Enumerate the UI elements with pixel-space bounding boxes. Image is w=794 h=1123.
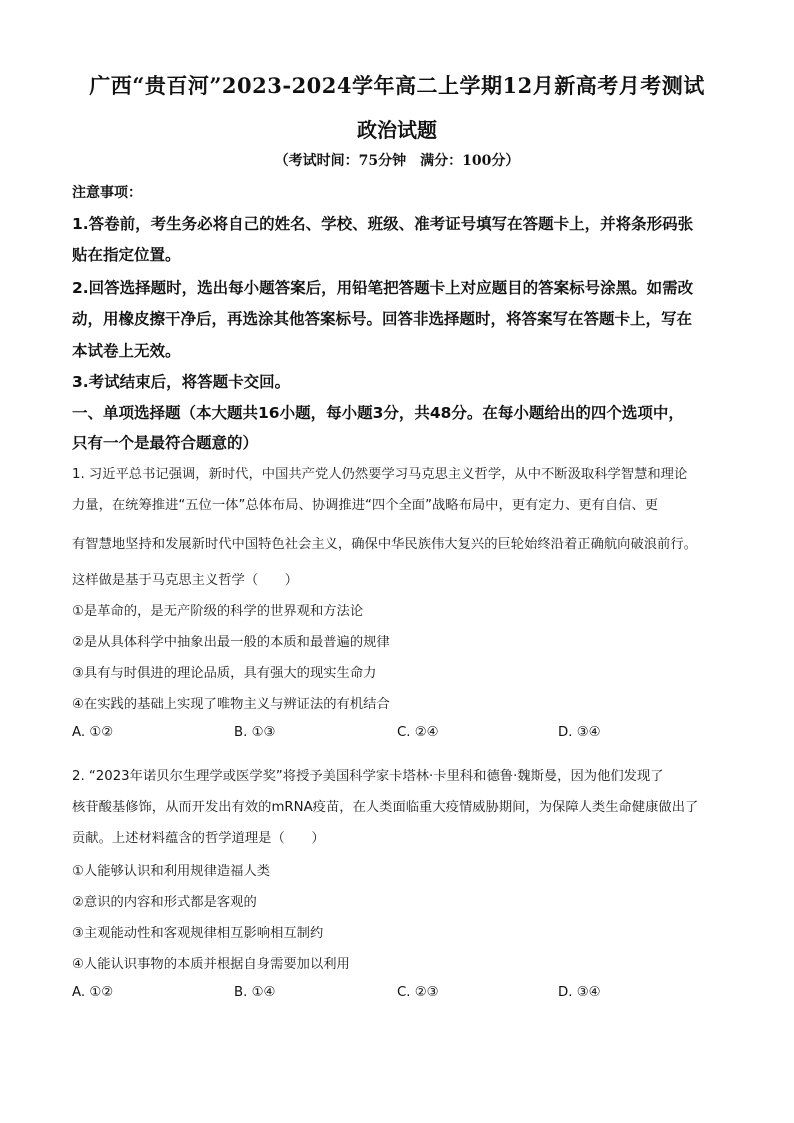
question-statement: ①人能够认识和利用规律造福人类 (72, 864, 271, 879)
question-statement: ④人能认识事物的本质并根据自身需要加以利用 (72, 957, 350, 972)
section-heading: 一、单项选择题（本大题共16小题，每小题3分，共48分。在每小题给出的四个选项中， (72, 404, 684, 422)
question-stem-line: 2. “2023年诺贝尔生理学或医学奖”将授予美国科学家卡塔林·卡里科和德鲁·魏斯曼，因为他们发现了 (72, 769, 664, 784)
notice-line: 1.答卷前，考生务必将自己的姓名、学校、班级、准考证号填写在答题卡上，并将条形码张 (72, 215, 694, 233)
question-stem-line: 贡献。上述材料蕴含的哲学道理是（ ） (72, 831, 325, 846)
option-a: A. ①② (72, 985, 114, 1000)
question-statement: ④在实践的基础上实现了唯物主义与辨证法的有机结合 (72, 697, 390, 712)
option-b: B. ①④ (234, 985, 276, 1000)
exam-info: （考试时间：75分钟 满分：100分） (274, 153, 520, 169)
question-statement: ③具有与时俱进的理论品质，具有强大的现实生命力 (72, 666, 377, 681)
notice-line: 3.考试结束后，将答题卡交回。 (72, 373, 291, 391)
question-stem-line: 1. 习近平总书记强调，新时代，中国共产党人仍然要学习马克思主义哲学，从中不断汲取科学智慧和理论 (72, 467, 688, 482)
question-statement: ①是革命的，是无产阶级的科学的世界观和方法论 (72, 604, 364, 619)
exam-title: 广西“贵百河”2023-2024学年高二上学期12月新高考月考测试 (89, 73, 705, 98)
question-stem-line: 力量，在统筹推进“五位一体”总体布局、协调推进“四个全面”战略布局中，更有定力、更有自信、更 (72, 498, 659, 513)
notice-heading: 注意事项： (72, 185, 142, 201)
notice-line: 动，用橡皮擦干净后，再选涂其他答案标号。回答非选择题时，将答案写在答题卡上，写在 (72, 310, 693, 328)
section-heading: 只有一个是最符合题意的） (72, 434, 259, 452)
question-statement: ②意识的内容和形式都是客观的 (72, 895, 257, 910)
option-b: B. ①③ (234, 725, 276, 740)
exam-subject-title: 政治试题 (357, 118, 437, 142)
question-statement: ②是从具体科学中抽象出最一般的本质和最普遍的规律 (72, 635, 390, 650)
option-a: A. ①② (72, 725, 114, 740)
option-d: D. ③④ (558, 985, 601, 1000)
option-c: C. ②④ (397, 725, 439, 740)
notice-line: 贴在指定位置。 (72, 246, 181, 264)
notice-line: 2.回答选择题时，选出每小题答案后，用铅笔把答题卡上对应题目的答案标号涂黑。如需改 (72, 279, 694, 297)
option-d: D. ③④ (558, 725, 601, 740)
question-stem-line: 这样做是基于马克思主义哲学（ ） (72, 573, 299, 588)
question-stem-line: 核苷酸基修饰，从而开发出有效的mRNA疫苗，在人类面临重大疫情威胁期间，为保障人类生命健康做出了 (72, 800, 699, 815)
question-statement: ③主观能动性和客观规律相互影响相互制约 (72, 926, 324, 941)
question-stem-line: 有智慧地坚持和发展新时代中国特色社会主义，确保中华民族伟大复兴的巨轮始终沿着正确航向破浪前行。 (72, 537, 697, 552)
option-c: C. ②③ (397, 985, 439, 1000)
notice-line: 本试卷上无效。 (72, 342, 181, 360)
